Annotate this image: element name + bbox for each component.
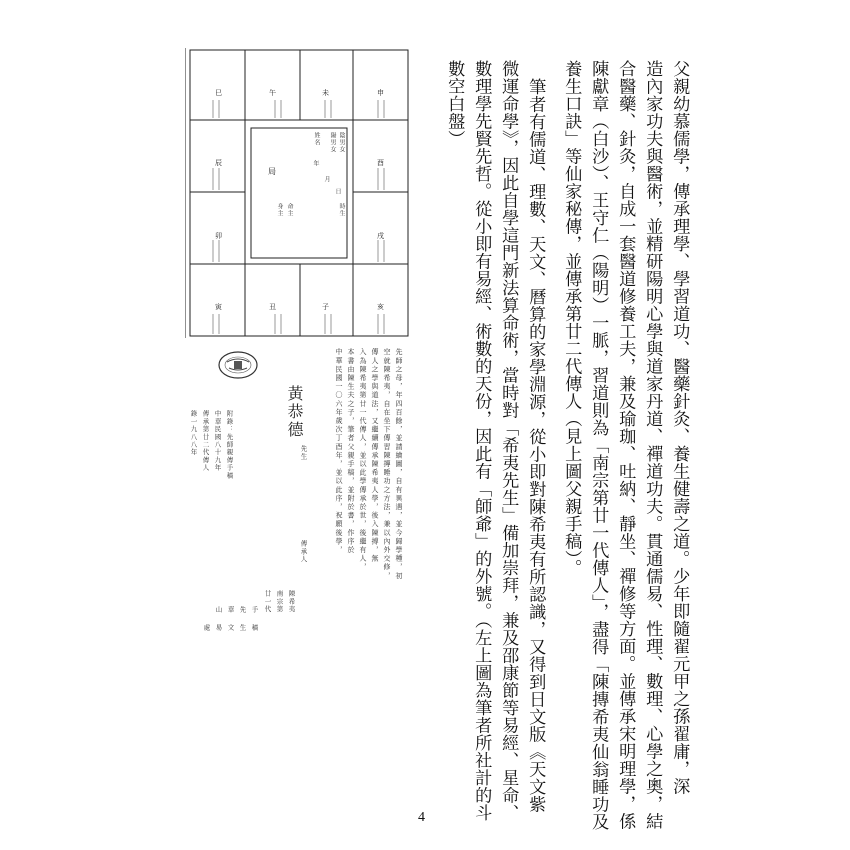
center-ming-zhu: 命主 [286, 203, 293, 217]
branch-shen: 申 [377, 89, 384, 97]
lineage-column-3: 南宗第 [275, 590, 284, 614]
branch-mao: 卯 [215, 232, 222, 240]
center-yin-label: 陰男女 [338, 132, 345, 153]
center-yang-label: 陽男女 [329, 132, 336, 153]
branch-hai: 亥 [377, 303, 384, 311]
note-column-5: 本書由陳生夫之子，筆者父親手稿，並附於書，作序於 [347, 348, 355, 555]
bottom-row-6: 文 [226, 624, 235, 632]
branch-xu: 戌 [377, 232, 384, 240]
note-column-4: 入為陳希夷第廿一代傳人，並以此學傳承於世，後繼有人， [359, 348, 367, 572]
branch-you: 酉 [377, 159, 384, 167]
branch-wei: 未 [322, 89, 329, 97]
center-hour: 時生 [338, 203, 345, 217]
center-month: 月 [323, 176, 330, 183]
branch-si: 巳 [215, 89, 222, 97]
lineage-column-4: 廿一代 [263, 590, 272, 614]
text-column-8: 數理學先賢先哲。從小即有易經、術數的天份，因此有「師爺」的外號。（左上圖為筆者所社計的斗 [471, 60, 492, 822]
bottom-row-9: 處 [202, 624, 211, 632]
text-column-4: 陳獻章（白沙）、王守仁（陽明）一脈，習道則為「南宗第廿一代傳人」，盡得「陳摶希夷仙翁睡功及 [588, 60, 609, 831]
note-column-3: 傳人之學與道法，又繼續傳承陳希夷人學，後入陳搏，無 [371, 348, 379, 563]
center-name-label: 姓名 [313, 132, 320, 146]
center-day: 日 [334, 188, 341, 195]
note-column-1: 先師之母，年四百餘，並請繪圖，自有異遇，並今歸學種，初 [395, 348, 403, 581]
text-column-1: 父親幼慕儒學，傳承理學、學習道功、醫藥針灸、養生健壽之道。少年即隨翟元甲之孫翟庸，深 [669, 60, 690, 795]
page-number: 4 [418, 810, 425, 825]
author-signature: 黃恭德 [285, 385, 304, 439]
bottom-row-2: 稿 [250, 624, 259, 632]
text-column-6: 筆者有儒道、理數、天文、曆算的家學淵源，從小即對陳希夷有所認識，又得到日文版《天文紫 [525, 78, 546, 813]
branch-chen: 辰 [215, 159, 222, 167]
bottom-row-8: 易 [214, 624, 223, 632]
center-year: 年 [312, 160, 319, 167]
attachment-column-2: 中華民國八十九年 [213, 410, 222, 472]
bottom-row-4: 生 [238, 624, 247, 632]
note-column-2: 空就陳希夷，自在坐下傳習陳摶睡功之方法，兼以內外交修， [383, 348, 391, 581]
branch-zi: 子 [322, 303, 329, 311]
bottom-row-1: 手 [250, 606, 259, 614]
branch-chou: 丑 [269, 303, 276, 311]
branch-wu: 午 [269, 89, 276, 97]
branch-yin: 寅 [215, 303, 222, 311]
bottom-row-7: 山 [214, 606, 223, 614]
attachment-column-4: 錄一九八八年 [189, 410, 198, 457]
bottom-row-3: 先 [238, 606, 247, 614]
attachment-column-1: 附錄：先師親傳手稿 [225, 410, 234, 480]
text-column-5: 養生口訣」等仙家秘傳，並傳承第廿二代傳人（見上圖父親手稿）。 [561, 60, 582, 577]
signature-suffix: 先生 [299, 445, 308, 461]
text-column-7: 微運命學》，因此自學這門新法算命術，當時對「希夷先生」備加崇拜，兼及邵康節等易經、星命、 [498, 60, 519, 822]
center-shen-zhu: 身主 [276, 203, 283, 217]
seal-stamp [217, 350, 259, 380]
attachment-column-3: 傳承第廿二代傳人 [201, 410, 210, 472]
text-column-9: 數空白盤） [444, 60, 465, 148]
center-ju: 局 [268, 167, 276, 176]
text-column-3: 合醫藥、針灸，自成一套醫道修養工夫，兼及瑜珈、吐納、靜坐、禪修等方面。並傳承宋明理學，係 [615, 60, 636, 830]
lineage-column-2: 陳希夷 [287, 590, 296, 614]
text-column-2: 造內家功夫與醫術，並精研陽明心學與道家丹道、禪道功夫。貫通儒易、性理、數理、心學之奧，結 [642, 60, 663, 830]
ziwei-chart [185, 48, 413, 338]
note-column-6: 中華民國一〇六年歲次丁酉年，並以此序，祝願後學， [335, 348, 343, 555]
bottom-row-5: 華 [226, 606, 235, 614]
lineage-column-1: 傳承人 [299, 540, 308, 564]
